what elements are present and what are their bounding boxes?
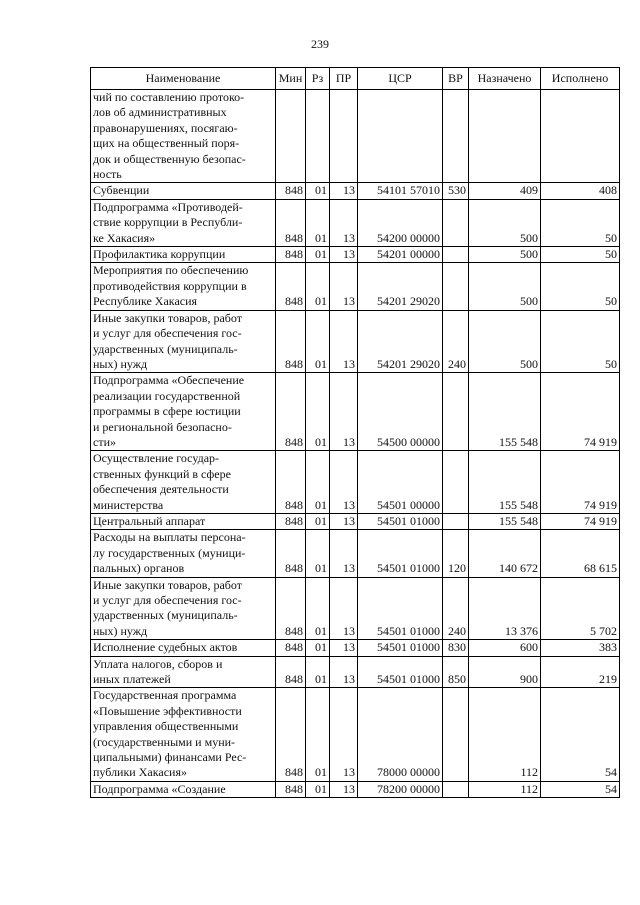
table-row: [91, 263, 620, 310]
row-name-line: (государственными и муни-: [93, 734, 236, 749]
cell-rz: 01: [306, 640, 330, 656]
row-name-line: правонарушениях, посягаю-: [93, 120, 238, 135]
cell-rz: 01: [306, 656, 330, 688]
row-name: [91, 90, 276, 183]
table-row: [91, 183, 620, 199]
cell-assigned: 500: [469, 199, 541, 246]
cell-vr: 530: [443, 183, 469, 199]
cell-vr: [443, 199, 469, 246]
row-name-line: Центральный аппарат: [93, 513, 206, 528]
cell-assigned: 155 548: [469, 373, 541, 451]
cell-vr: [443, 513, 469, 529]
cell-csr: [358, 90, 443, 183]
cell-min: 848: [276, 781, 306, 797]
cell-assigned: 409: [469, 183, 541, 199]
cell-rz: 01: [306, 688, 330, 781]
row-name-line: обеспечения деятельности: [93, 482, 229, 497]
header-pr: ПР: [330, 68, 358, 90]
row-name-line: министерства: [93, 497, 164, 512]
table-row: [91, 247, 620, 263]
cell-executed: 74 919: [541, 513, 620, 529]
row-name-line: программы в сфере юстиции: [93, 404, 241, 419]
row-name-line: пальных) органов: [93, 561, 185, 576]
cell-min: 848: [276, 577, 306, 640]
table-row: [91, 90, 620, 183]
row-name-line: Мероприятия по обеспечению: [93, 263, 249, 278]
cell-pr: 13: [330, 530, 358, 577]
cell-rz: 01: [306, 781, 330, 797]
cell-min: 848: [276, 640, 306, 656]
cell-pr: 13: [330, 199, 358, 246]
cell-min: 848: [276, 199, 306, 246]
row-name: [91, 247, 276, 263]
row-name-line: ность: [93, 167, 122, 182]
table-row: [91, 310, 620, 373]
cell-pr: 13: [330, 513, 358, 529]
row-name-line: ке Хакасия»: [93, 230, 156, 245]
row-name-line: публики Хакасия»: [93, 765, 187, 780]
cell-rz: 01: [306, 530, 330, 577]
row-name-line: щих на общественный поря-: [93, 136, 240, 151]
row-name-line: реализации государственной: [93, 388, 241, 403]
cell-rz: [306, 90, 330, 183]
cell-csr: 54200 00000: [358, 199, 443, 246]
cell-assigned: 13 376: [469, 577, 541, 640]
cell-pr: 13: [330, 310, 358, 373]
table-row: [91, 451, 620, 514]
cell-vr: [443, 688, 469, 781]
row-name-line: и услуг для обеспечения гос-: [93, 326, 242, 341]
cell-executed: 50: [541, 263, 620, 310]
row-name-line: и региональной безопасно-: [93, 419, 232, 434]
cell-min: 848: [276, 247, 306, 263]
row-name: [91, 451, 276, 514]
cell-rz: 01: [306, 183, 330, 199]
row-name-line: сти»: [93, 434, 116, 449]
cell-rz: 01: [306, 263, 330, 310]
cell-rz: 01: [306, 199, 330, 246]
row-name-line: ударственных (муниципаль-: [93, 341, 238, 356]
cell-assigned: [469, 90, 541, 183]
cell-csr: 54501 00000: [358, 451, 443, 514]
cell-min: 848: [276, 263, 306, 310]
cell-pr: 13: [330, 247, 358, 263]
cell-executed: 219: [541, 656, 620, 688]
row-name-line: лу государственных (муници-: [93, 545, 246, 560]
cell-pr: 13: [330, 263, 358, 310]
cell-assigned: 500: [469, 247, 541, 263]
cell-executed: 54: [541, 781, 620, 797]
cell-vr: [443, 373, 469, 451]
cell-csr: 78200 00000: [358, 781, 443, 797]
header-vr: ВР: [443, 68, 469, 90]
row-name-line: управления общественными: [93, 719, 239, 734]
header-csr: ЦСР: [358, 68, 443, 90]
cell-rz: 01: [306, 373, 330, 451]
cell-min: [276, 90, 306, 183]
row-name-line: Государственная программа: [93, 688, 237, 703]
row-name-line: Исполнение судебных актов: [93, 640, 238, 655]
row-name-line: Иные закупки товаров, работ: [93, 310, 242, 325]
cell-executed: 54: [541, 688, 620, 781]
row-name: [91, 373, 276, 451]
row-name: [91, 513, 276, 529]
cell-pr: 13: [330, 781, 358, 797]
cell-min: 848: [276, 451, 306, 514]
row-name-line: Республике Хакасия: [93, 294, 198, 309]
cell-pr: 13: [330, 688, 358, 781]
row-name-line: иных платежей: [93, 672, 171, 687]
cell-csr: 54501 01000: [358, 530, 443, 577]
table-row: [91, 530, 620, 577]
cell-vr: 120: [443, 530, 469, 577]
row-name-line: лов об административных: [93, 105, 227, 120]
row-name: [91, 688, 276, 781]
table-header-row: [91, 68, 620, 90]
cell-pr: 13: [330, 656, 358, 688]
cell-vr: 850: [443, 656, 469, 688]
cell-csr: 54501 01000: [358, 640, 443, 656]
cell-min: 848: [276, 688, 306, 781]
row-name-line: чий по составлению протоко-: [93, 90, 245, 104]
row-name-line: Иные закупки товаров, работ: [93, 577, 242, 592]
cell-executed: [541, 90, 620, 183]
cell-pr: 13: [330, 183, 358, 199]
table-row: [91, 199, 620, 246]
cell-rz: 01: [306, 310, 330, 373]
cell-min: 848: [276, 310, 306, 373]
cell-pr: 13: [330, 451, 358, 514]
row-name: [91, 781, 276, 797]
table-row: [91, 373, 620, 451]
table-row: [91, 688, 620, 781]
cell-min: 848: [276, 183, 306, 199]
cell-csr: 54201 29020: [358, 263, 443, 310]
table-row: [91, 781, 620, 797]
table-row: [91, 640, 620, 656]
row-name-line: «Повышение эффективности: [93, 703, 242, 718]
row-name: [91, 310, 276, 373]
cell-csr: 54501 01000: [358, 577, 443, 640]
row-name-line: Подпрограмма «Создание: [93, 781, 226, 796]
row-name-line: ципальными) финансами Рес-: [93, 750, 247, 765]
cell-executed: 383: [541, 640, 620, 656]
cell-executed: 5 702: [541, 577, 620, 640]
table-row: [91, 577, 620, 640]
cell-executed: 74 919: [541, 373, 620, 451]
cell-rz: 01: [306, 451, 330, 514]
row-name: [91, 183, 276, 199]
cell-rz: 01: [306, 513, 330, 529]
cell-executed: 50: [541, 247, 620, 263]
header-executed: Исполнено: [541, 68, 620, 90]
cell-assigned: 600: [469, 640, 541, 656]
cell-assigned: 112: [469, 781, 541, 797]
row-name-line: ных) нужд: [93, 623, 148, 638]
cell-assigned: 500: [469, 310, 541, 373]
cell-executed: 68 615: [541, 530, 620, 577]
cell-pr: 13: [330, 373, 358, 451]
cell-assigned: 900: [469, 656, 541, 688]
cell-pr: 13: [330, 577, 358, 640]
row-name: [91, 530, 276, 577]
row-name-line: Расходы на выплаты персона-: [93, 530, 246, 545]
cell-min: 848: [276, 656, 306, 688]
row-name-line: Подпрограмма «Обеспечение: [93, 373, 245, 388]
cell-csr: 78000 00000: [358, 688, 443, 781]
cell-vr: 830: [443, 640, 469, 656]
cell-executed: 50: [541, 310, 620, 373]
cell-executed: 408: [541, 183, 620, 199]
row-name-line: ударственных (муниципаль-: [93, 608, 238, 623]
cell-csr: 54201 00000: [358, 247, 443, 263]
cell-min: 848: [276, 513, 306, 529]
row-name-line: и услуг для обеспечения гос-: [93, 593, 242, 607]
budget-table: [90, 67, 620, 798]
cell-vr: 240: [443, 577, 469, 640]
cell-min: 848: [276, 530, 306, 577]
row-name: [91, 263, 276, 310]
cell-csr: 54501 01000: [358, 656, 443, 688]
page-number: 239: [311, 37, 329, 51]
cell-assigned: 155 548: [469, 451, 541, 514]
row-name-line: противодействия коррупции в: [93, 278, 247, 293]
cell-rz: 01: [306, 247, 330, 263]
header-name: Наименование: [91, 68, 276, 90]
header-min: Мин: [276, 68, 306, 90]
cell-vr: [443, 263, 469, 310]
row-name-line: ных) нужд: [93, 356, 148, 371]
row-name: [91, 656, 276, 688]
cell-csr: 54501 01000: [358, 513, 443, 529]
row-name-line: Субвенции: [93, 183, 150, 198]
cell-assigned: 500: [469, 263, 541, 310]
cell-vr: [443, 247, 469, 263]
cell-vr: [443, 90, 469, 183]
row-name: [91, 199, 276, 246]
row-name: [91, 577, 276, 640]
cell-assigned: 155 548: [469, 513, 541, 529]
table-body: [91, 90, 620, 798]
cell-executed: 50: [541, 199, 620, 246]
cell-csr: 54201 29020: [358, 310, 443, 373]
header-assigned: Назначено: [469, 68, 541, 90]
table-row: [91, 513, 620, 529]
row-name-line: ственных функций в сфере: [93, 466, 231, 481]
cell-rz: 01: [306, 577, 330, 640]
row-name: [91, 640, 276, 656]
cell-vr: [443, 451, 469, 514]
cell-vr: 240: [443, 310, 469, 373]
cell-min: 848: [276, 373, 306, 451]
cell-csr: 54101 57010: [358, 183, 443, 199]
header-rz: Рз: [306, 68, 330, 90]
cell-assigned: 140 672: [469, 530, 541, 577]
row-name-line: Профилактика коррупции: [93, 247, 226, 262]
cell-pr: [330, 90, 358, 183]
cell-vr: [443, 781, 469, 797]
row-name-line: ствие коррупции в Республи-: [93, 215, 243, 230]
row-name-line: Уплата налогов, сборов и: [93, 656, 223, 671]
cell-csr: 54500 00000: [358, 373, 443, 451]
cell-pr: 13: [330, 640, 358, 656]
cell-assigned: 112: [469, 688, 541, 781]
row-name-line: док и общественную безопас-: [93, 151, 246, 166]
row-name-line: Подпрограмма «Противодей-: [93, 199, 243, 214]
table-row: [91, 656, 620, 688]
cell-executed: 74 919: [541, 451, 620, 514]
row-name-line: Осуществление государ-: [93, 451, 220, 466]
